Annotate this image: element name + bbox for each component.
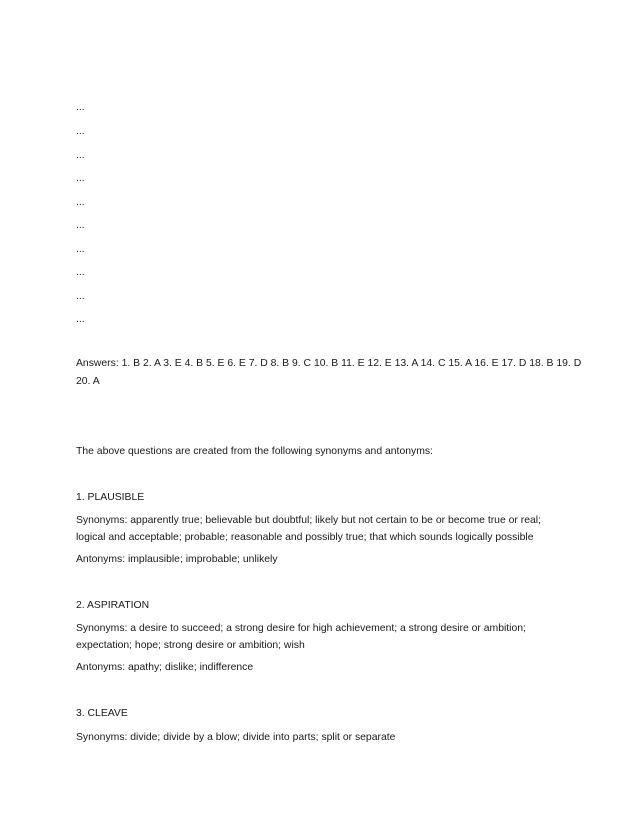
ellipsis-line: ... [76, 150, 85, 161]
ellipsis-line: ... [76, 102, 85, 113]
entry-antonyms: Antonyms: apathy; dislike; indifference [76, 662, 254, 673]
entry-heading: 1. PLAUSIBLE [76, 492, 145, 503]
ellipsis-line: ... [76, 267, 85, 278]
entry-synonyms: Synonyms: apparently true; believable but doubtful; likely but not certain to be or become true or real; [76, 515, 541, 526]
ellipsis-line: ... [76, 220, 85, 231]
intro-text: The above questions are created from the following synonyms and antonyms: [76, 446, 433, 457]
ellipsis-line: ... [76, 126, 85, 137]
entry-synonyms: Synonyms: a desire to succeed; a strong desire for high achievement; a strong desire or ambition; [76, 623, 526, 634]
entry-heading: 3. CLEAVE [76, 708, 128, 719]
ellipsis-line: ... [76, 314, 85, 325]
entry-synonyms: expectation; hope; strong desire or ambition; wish [76, 640, 305, 651]
answers-line-1: Answers: 1. B 2. A 3. E 4. B 5. E 6. E 7. D 8. B 9. C 10. B 11. E 12. E 13. A 14. C 15. A 16. E 17. D 18. B 19. D [76, 358, 582, 369]
ellipsis-line: ... [76, 244, 85, 255]
ellipsis-line: ... [76, 291, 85, 302]
ellipsis-line: ... [76, 197, 85, 208]
entry-synonyms: logical and acceptable; probable; reasonable and possibly true; that which sounds logically possible [76, 532, 534, 543]
answers-line-2: 20. A [76, 376, 100, 387]
entry-synonyms: Synonyms: divide; divide by a blow; divide into parts; split or separate [76, 732, 396, 743]
entry-heading: 2. ASPIRATION [76, 600, 150, 611]
entry-antonyms: Antonyms: implausible; improbable; unlikely [76, 554, 278, 565]
ellipsis-line: ... [76, 173, 85, 184]
